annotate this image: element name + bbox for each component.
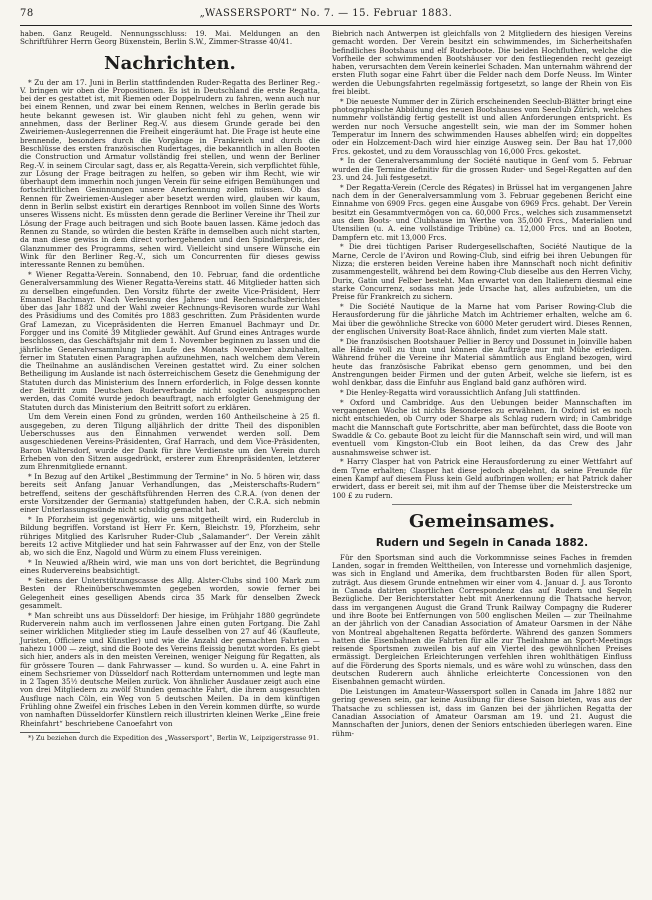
news-paragraph: * Die Henley-Regatta wird voraussichtlich Anfang Juli stattfinden. (340, 387, 581, 397)
news-paragraph: * Zu der am 17. Juni in Berlin stattfindenden Ruder-Regatta des Berliner Reg.-V. bringen wir oben die Propositionen. Es ist in Deutschland die erste Regatta, bei der es gestattet ist, mit Riemen oder Doppelrudern zu fahren, wenn auch nur bei einem Rennen, und zwar bei einem Rennen, welches in Berlin gerade bis heute bekannt gewesen ist. Wir glauben nicht fehl zu gehen, wenn wir annehmen, dass der Berliner Reg.-V. aus diesem Grunde gerade bei den Zweiriemen-Auslegerrennen die Freiheit eingeräumt hat. Die Frage ist heute eine brennende, besonders durch die Vorgänge in Frankreich und durch die Beschlüsse des ersten französischen Rudertages, die bekanntlich in allen Booten die Construction und Armatur vollständig frei stellen, und wenn der Berliner Reg.-V. in seinem Circular sagt, dass er, als Regatta-Verein, sich verpflichtet fühle, zur Lösung der Frage beitragen zu helfen, so geben wir ihm Recht, wie wir überhaupt dem immerhin noch jungen Verein für seine eifrigen Bemühungen und fortschrittlichen Gesinnungen unsere Anerkennung zollen müssen. Ob das Rennen für Zweiriemen-Ausleger aber besetzt werden wird, glauben wir kaum, denn in Berlin selbst existirt ein derartiges Rennboot im vollen Sinne des Worts unseres Wissens nicht. Es müssten denn gerade die Berliner Vereine ihr Theil zur Lösung der Frage auch beitragen und sich Boote bauen lassen. Käme jedoch das Rennen zu Stande, so würden die besten Kräfte in demselben auch nicht starten, da man diese gewiss in dem direct vorhergehenden und den Spindlerpreis, der Glanznummer des Programms, sehen wird. Vielleicht sind unsere Wünsche ein Wink für den Berliner Reg.-V., sich um Concurrenten für dieses gewiss interessante Rennen zu bemühen. (20, 77, 320, 270)
section-divider (392, 504, 572, 505)
article-paragraph: Die Leistungen im Amateur-Wassersport sollen in Canada im Jahre 1882 nur gering gewesen sein, gar keine Ausübung für diese Saison bieten, was aus der Thatsache zu schliessen ist, dass im Ganzen bei der jährlichen Regatta der Canadian Association of Amateur Oarsman am 19. und 21. August die Mannschaften der Juniors, denen der Seniors entschieden überlegen waren. Eine rühm- (332, 687, 632, 738)
news-paragraph: * In der Generalversammlung der Société nautique in Genf vom 5. Februar wurden die Termine definitiv für die grossen Ruder- und Segel-Regatten auf den 23. und 24. Juli festgesetzt. (332, 156, 632, 183)
footnote: *) Zu beziehen durch die Expedition des „Wassersport“, Berlin W., Leipzigerstrasse 91. (28, 733, 319, 742)
news-paragraph: * Oxford und Cambridge. Aus den Uebungen beider Mannschaften im vergangenen Woche ist nichts Besonderes zu erwähnen. In Oxford ist es noch nicht entschieden, ob Curry oder Sharpe als Schlag rudern wird; in Cambridge macht die Mannschaft gute Fortschritte, aber man befürchtet, dass die Boote von Swaddle & Co. gebaute Boot zu leicht für die Mannschaft sein wird, und will man eventuell vom Kingston-Club ein Boot leihen, da das Crew des Jahr ausnahmsweise schwer ist. (332, 397, 632, 457)
news-paragraph: Biebrich nach Antwerpen ist gleichfalls von 2 Mitgliedern des hiesigen Vereins gemacht worden. Der Verein besitzt ein schwimmendes, im Sicherheitshafen befindliches Bootshaus und elf Ruderboote. Die beiden Hochfluthen, welche die Vorfheile der schwimmenden Bootshäuser vor den festliegenden recht gezeigt haben, verursachten dem Verein keinerlei Schaden. Man unternahm während der ersten Fluth sogar eine Fahrt über die Felder nach dem Dorfe Neuss. Im Winter werden die Uebungsfahrten regelmässig fortgesetzt, so lange der Rhein von Eis frei bleibt. (332, 29, 632, 97)
footnote-rule (20, 732, 80, 733)
news-paragraph: * Man schreibt uns aus Düsseldorf: Der hiesige, im Frühjahr 1880 gegründete Ruderverein nahm auch im verflossenen Jahre einen guten Fortgang. Die Zahl seiner wirklichen Mitglieder stieg im Laufe desselben von 27 auf 46 (Kaufleute, Juristen, Officiere und Künstler) und wie die Anzahl der gemachten Fahrten — nahezu 1000 — zeigt, sind die Boote des Vereins fleissig benutzt worden. Es giebt sich hier, anders als in den meisten Vereinen, weniger Neigung für Regatten, als für grössere Touren — dank Fahrwasser — kund. So wurden u. A. eine Fahrt in einem Sechsriemer von Düsseldorf nach Rotterdam unternommen und legte man in 2 Tagen 35½ deutsche Meilen zurück. Von ähnlicher Ausdauer zeigt auch eine von drei Mitgliedern zu zwölf Stunden gemachte Fahrt, die ihrem ausgesuchten Ausfluge nach Cöln, ein Weg von 5 deutschen Meilen. Da in dem künftigen Frühling ohne Zweifel ein frisches Leben in den Verein kommen dürfte, so wurde von namhaften Düsseldorfer Künstlern reich illustrirten kleinen Werke „Eine freie Rheinfahrt“ beschriebene Canoefahrt von (20, 610, 320, 728)
header-rule (20, 25, 632, 26)
page-header (20, 8, 632, 22)
news-paragraph: * Die französischen Bootshauer Pellier in Bercy und Dossunet in Joinville haben alle Hände voll zu thun und können die Aufträge nur mit Mühe erledigen. Während früher die Vereine ihr Material sämmtlich aus England bezogen, wird heute das französische Fabrikat ebenso gern genommen, und bei den Anstrengungen beider Firmen und der guten Arbeit, welche sie liefern, ist es wohl denkbar, dass die Einfuhr aus England bald ganz aufhören wird. (332, 336, 632, 388)
news-paragraph: * Harry Clasper hat von Patrick eine Herausforderung zu einer Wettfahrt auf dem Tyne erhalten; Clasper hat diese jedoch abgelehnt, da seine Freunde für einen Kampf auf diesem Fluss kein Geld aufbringen wollen; er hat Patrick daher erwidert, dass er bereit sei, mit ihm auf der Themse über die Meisterstrecke um 100 £ zu rudern. (332, 457, 632, 500)
left-column (20, 30, 320, 744)
news-paragraph: * In Bezug auf den Artikel „Bestimmung der Termine“ in No. 5 hören wir, dass bereits seit Anfang Januar Verhandlungen, das „Meisterschafts-Rudern“ betreffend, seitens der geschäftsführenden Herren des C.R.A. (von denen der erste Vorsitzender der Germania) stattgefunden haben, der C.R.A. sich nebmin einer Unterlassungssünde nicht schuldig gemacht hat. (20, 472, 320, 515)
news-paragraph: * Die neueste Nummer der in Zürich erscheinenden Seeclub-Blätter bringt eine photographische Abbildung des neuen Bootshauses vom Seeclub Zürich, welches nummehr vollständig fertig gestellt ist und allen Anforderungen entspricht. Es werden nur noch Versuche angestellt sein, wie man der im Sommer hohen Temperatur im Innern des schwimmenden Hauses abhelfen wird; ein doppeltes oder ein Holzcement-Dach wird hier einzige Ausweg sein. Der Bau hat 17,000 Frcs. gekostet, und zu dem Vorausschlag von 16,000 Frcs. gekostet. (332, 96, 632, 156)
section-title-nachrichten: Nachrichten. (104, 52, 236, 74)
section-title-gemeinsames: Gemeinsames. (409, 510, 555, 532)
news-paragraph: * Die Société Nautique de la Marne hat vom Pariser Rowing-Club die Herausforderung für die jährliche Match im Achtriemer erhalten, welche am 6. Mai über die gewöhnliche Strecke von 6000 Meter gerudert wird. Dieses Rennen, der englischen University Boat-Race ähnlich, findet zum vierten Male statt. (332, 302, 632, 336)
news-paragraph: * Die drei tüchtigen Pariser Rudergesellschaften, Société Nautique de la Marne, Cercle de l’Aviron und Rowing-Club, sind eifrig bei ihren Uebungen für Nizza; die ersteren beiden Vereine haben ihre Mannschaft noch nicht definitiv zusammengestellt, während bei dem Rowing-Club dieselbe aus den Herren Vichy, Durix, Gatin und Felber besteht. Man erwartet von den Italienern diesmal eine starke Concurrenz, sodass man jede Ursache hat, alles aufzubieten, um die Preise für Frankreich zu sichern. (332, 242, 632, 302)
article-subtitle: Rudern und Segeln in Canada 1882. (375, 536, 589, 549)
running-title: „WASSERSPORT“ No. 7. — 15. Februar 1883. (199, 8, 453, 19)
right-column (332, 30, 632, 744)
news-paragraph: * Wiener Regatta-Verein. Sonnabend, den 10. Februar, fand die ordentliche Generalversammlung des Wiener Regatta-Vereins statt. 46 Mitglieder hatten sich zu derselben eingefunden. Den Vorsitz führte der zweite Vice-Präsident, Herr Emanuel Bachmayr. Nach Verlesung des Jahres- und Rechenschaftsberichtes über das Jahr 1882 und der Wahl zweier Rechnungs-Revisoren wurde zur Wahl des Präsidiums und des Comités pro 1883 geschritten. Zum Präsidenten wurde Graf Lamezan, zu Vicepräsidenten die Herren Emanuel Bachmayr und Dr. Forgger und ins Comité 39 Mitglieder gewählt. Auf Grund eines Antrages wurde beschlossen, das Geschäftsjahr mit dem 1. November beginnen zu lassen und die jährliche Generalversammlung im Laufe des Monats November abzuhalten, ferner im Statuten einen Paragraphen aufzunehmen, nach welchem dem Verein die Theilnahme an ausländischen Vereinen gestattet wird. Zu einer solchen Betheiligung im Auslande ist nach österreichischem Gesetz die Genehmigung der Statuten durch das Ministerium des Innern erforderlich, in Folge dessen konnte der Beitritt zum Deutschen Ruderverbande nicht sogleich ausgesprochen werden, das Comité wurde jedoch beauftragt, nach erfolgter Genehmigung der Statuten durch das Ministerium den Beitritt sofort zu erklären. (20, 269, 320, 412)
news-paragraph: Um dem Verein einen Fond zu gründen, werden 160 Antheilscheine à 25 fl. ausgegeben, zu deren Tilgung alljährlich der dritte Theil des disponiblen Ueberschusses aus den Einnahmen verwendet werden soll. Dem ausgeschiedenen Vereins-Präsidenten, Graf Harrach, und dem Vice-Präsidenten, Baron Waltersdorf, wurde der Dank für ihre Verdienste um den Verein durch Erheben von den Sitzen ausgedrückt, ersterer zum Ehrenpräsidenten, letzterer zum Ehrenmitgliede ernannt. (20, 412, 320, 472)
news-paragraph: * In Pforzheim ist gegenwärtig, wie uns mitgetheilt wird, ein Ruderclub in Bildung begriffen. Vorstand ist Herr Fr. Kern, Bleichstr. 19, Pforzheim, sehr rühriges Mitglied des Karlsruher Ruder-Club „Salamander“. Der Verein zählt bereits 12 active Mitglieder und hat sein Fahrwasser auf der Enz, von der Stelle ab, wo sich die Enz, Nagold und Würm zu einem Fluss vereinigen. (20, 515, 320, 558)
article-paragraph: Für den Sportsman sind auch die Vorkommnisse seines Faches in fremden Landen, sogar in fremden Welttheilen, von Interesse und vornehmlich dasjenige, was sich in England und Amerika, dem fruchtbarsten Boden für allen Sport, zuträgt. Aus diesem Grunde entnehmen wir einer vom 4. Januar d. J. aus Toronto in Canada datirten sportlichen Correspondenz das auf Rudern und Segeln Bezügliche. Der Berichterstatter hebt mit Anerkennung die Thatsache hervor, dass im vergangenen August die Grand Trunk Railway Compagny die Ruderer und ihre Boote bei Entfernungen von 500 englischen Meilen — zur Theilnahme an der jährlich von der Canadian Association of Amateur Oarsmen in der Nähe von Montreal abgehaltenen Regatta beförderte. Während des ganzen Sommers hatten die Eisenbahnen die Fahrten für alle zur Theilnahme an Sport-Meetings reisende Sportsmen zuweilen bis auf ein Viertel des gewöhnlichen Preises ermässigt. Dergleichen Erleichterungen verfehlen ihren wohlthätigen Einfluss auf die Förderung des Sports niemals, und es wäre wohl zu wünschen, dass den deutschen Ruderern auch ähnliche erleichterte Concessionen von den Eisenbahnen gemacht würden. (332, 552, 632, 687)
news-paragraph: * Der Regatta-Verein (Cercle des Régates) in Brüssel hat im vergangenen Jahre nach dem in der Generalversammlung vom 3. Februar gegebenen Bericht eine Einnahme von 6909 Frcs. gegen eine Ausgabe von 6969 Frcs. gehabt. Der Verein besitzt ein Gesammtvermögen von ca. 60,000 Frcs., welches sich zusammensetzt aus dem Boots- und Clubhause im Werthe von 35,000 Frcs., Materialien und Utensilien (u. A. eine vollständige Tribüne) ca. 12,000 Frcs. und an Booten, Dampfern etc. mit 13,000 Frcs. (332, 182, 632, 242)
page-number: 78 (20, 8, 34, 19)
news-paragraph: * In Neuwied a/Rhein wird, wie man uns von dort berichtet, die Begründung eines Rudervereins beabsichtigt. (20, 558, 320, 576)
news-paragraph: * Seitens der Unterstützungscasse des Allg. Alster-Clubs sind 100 Mark zum Besten der Rheinüberschwemmten gegeben worden, sowie ferner bei Gelegenheit eines geselligen Abends circa 35 Mark für denselben Zweck gesammelt. (20, 576, 320, 610)
intro-paragraph: haben. Ganz Reugeld. Nennungsschluss: 19. Mai. Meldungen an den Schriftführer Herrn Georg Büxenstein, Berlin S.W., Zimmer-Strasse 40/41. (20, 29, 320, 47)
